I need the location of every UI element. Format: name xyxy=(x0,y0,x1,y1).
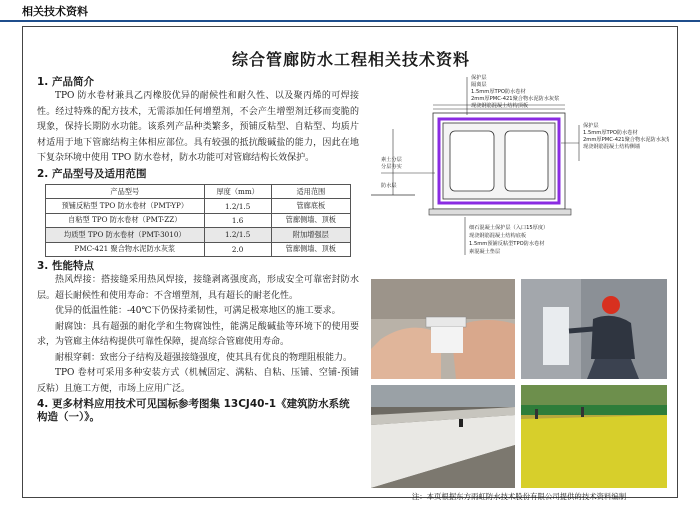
section-intro-body: TPO 防水卷材兼具乙丙橡胶优异的耐候性和耐久性、以及聚丙烯的可焊接性。经过特殊的配方技术，无需添加任何增塑剂，不会产生增塑剂迁移而变脆的现象，保持长期防水功能。该系列产品种类繁多，预铺反粘型、自粘型、均质片材适用于地下管廊结构主体相应部位。具有较强的抵抗酸碱盐的能力，因此在地下复杂环境中使用 TPO 防水卷材，防水功能可对管廊结构长效保护。 xyxy=(37,91,359,164)
diagram-label: 防水层 xyxy=(381,183,397,189)
diagram-label: 现浇钢筋混凝土结构顶板 xyxy=(471,103,529,109)
table-cell: 管廊侧墙、顶板 xyxy=(271,242,350,256)
table-cell: 1.2/1.5 xyxy=(204,199,271,213)
document-title: 综合管廊防水工程相关技术资料 xyxy=(231,50,470,69)
diagram-label: 2mm厚PMC-421聚合物水泥防水灰浆 xyxy=(583,137,669,143)
diagram-label: 隔离层 xyxy=(471,82,487,88)
diagram-label: 保护层 xyxy=(471,75,487,81)
table-cell: 2.0 xyxy=(204,242,271,256)
photo-worker-wall xyxy=(521,279,667,379)
table-cell: 1.6 xyxy=(204,213,271,227)
table-row xyxy=(46,213,351,227)
diagram-label: 分层夯实 xyxy=(381,164,402,170)
feature-paragraph: 优异的低温性能：-40℃下仍保持柔韧性，可满足极寒地区的施工要求。 xyxy=(55,306,341,317)
diagram-label: 1.5mm厚TPO防水卷材 xyxy=(471,89,526,95)
table-header-cell: 适用范围 xyxy=(271,184,350,198)
top-header-bar xyxy=(0,0,700,22)
diagram-label: 细石混凝土保护层（入口15厚度） xyxy=(469,225,549,231)
feature-paragraph: 热风焊接：搭接缝采用热风焊接，接缝剥离强度高，形成安全可靠密封防水层。超长耐候性和使用寿命：不含增塑剂，具有超长的耐老化性。 xyxy=(37,274,359,301)
photo-caption: 注：本页根据东方雨虹防水技术股份有限公司提供的技术资料编制 xyxy=(411,492,627,501)
table-row xyxy=(46,242,351,256)
table-cell: 预铺反粘型 TPO 防水卷材（PMT-YP） xyxy=(46,199,205,213)
diagram-label: 现浇钢筋混凝土结构底板 xyxy=(469,233,527,239)
table-cell: 自粘型 TPO 防水卷材（PMT-ZZ） xyxy=(46,213,205,227)
photo-hand-welding xyxy=(371,279,515,379)
table-cell: 管廊底板 xyxy=(271,199,350,213)
diagram-label: 2mm厚PMC-421聚合物水泥防水灰浆 xyxy=(471,96,560,102)
table-row xyxy=(46,228,351,242)
photo-yellow-slab xyxy=(521,385,667,488)
table-header-cell: 厚度（mm） xyxy=(204,184,271,198)
table-cell: 管廊侧墙、顶板 xyxy=(271,213,350,227)
spec-table xyxy=(45,184,351,257)
section-models-heading: 2. 产品型号及适用范围 xyxy=(37,167,147,180)
diagram-label: 保护层 xyxy=(583,123,599,129)
diagram-label: 素混凝土垫层 xyxy=(469,249,501,255)
diagram-label: 素土分层 xyxy=(381,157,402,163)
feature-paragraph: 耐腐蚀：具有超强的耐化学和生物腐蚀性，能满足酸碱盐等环境下的使用要求，为管廊主体结构提供可靠性保障，提高综合管廊使用寿命。 xyxy=(37,321,359,348)
feature-paragraph: TPO 卷材可采用多种安装方式（机械固定、满粘、自粘、压铺、空铺-预铺反粘）且施工方便，市场上应用广泛。 xyxy=(37,368,359,395)
diagram-label: 1.5mm预铺反粘型TPO防水卷材 xyxy=(469,241,545,247)
table-cell: 附加增强层 xyxy=(271,228,350,242)
table-cell: 1.2/1.5 xyxy=(204,228,271,242)
table-cell: 均质型 TPO 防水卷材（PMT-3010） xyxy=(46,228,205,242)
section-intro-heading: 1. 产品简介 xyxy=(37,76,94,88)
photo-trench xyxy=(371,385,515,488)
left-column xyxy=(37,75,359,424)
diagram-svg xyxy=(369,69,669,267)
section-reference-heading: 4. 更多材料应用技术可见国标参考图集 13CJ40-1《建筑防水系统构造（一）》。 xyxy=(37,397,350,423)
feature-paragraph: 耐根穿刺：致密分子结构及超强接缝强度，使其具有优良的物理阻根能力。 xyxy=(55,352,353,363)
table-row xyxy=(46,199,351,213)
diagram-label: 现浇钢筋混凝土结构侧墙 xyxy=(583,144,641,150)
table-cell: PMC-421 聚合物水泥防水灰浆 xyxy=(46,242,205,256)
diagram-label: 1.5mm厚TPO防水卷材 xyxy=(583,130,638,136)
table-header-cell: 产品型号 xyxy=(46,184,205,198)
document-frame xyxy=(22,26,678,501)
table-header-row xyxy=(46,184,351,198)
cross-section-diagram xyxy=(369,69,669,267)
section-tag: 相关技术资料 xyxy=(22,5,88,18)
section-features-heading: 3. 性能特点 xyxy=(37,259,94,272)
